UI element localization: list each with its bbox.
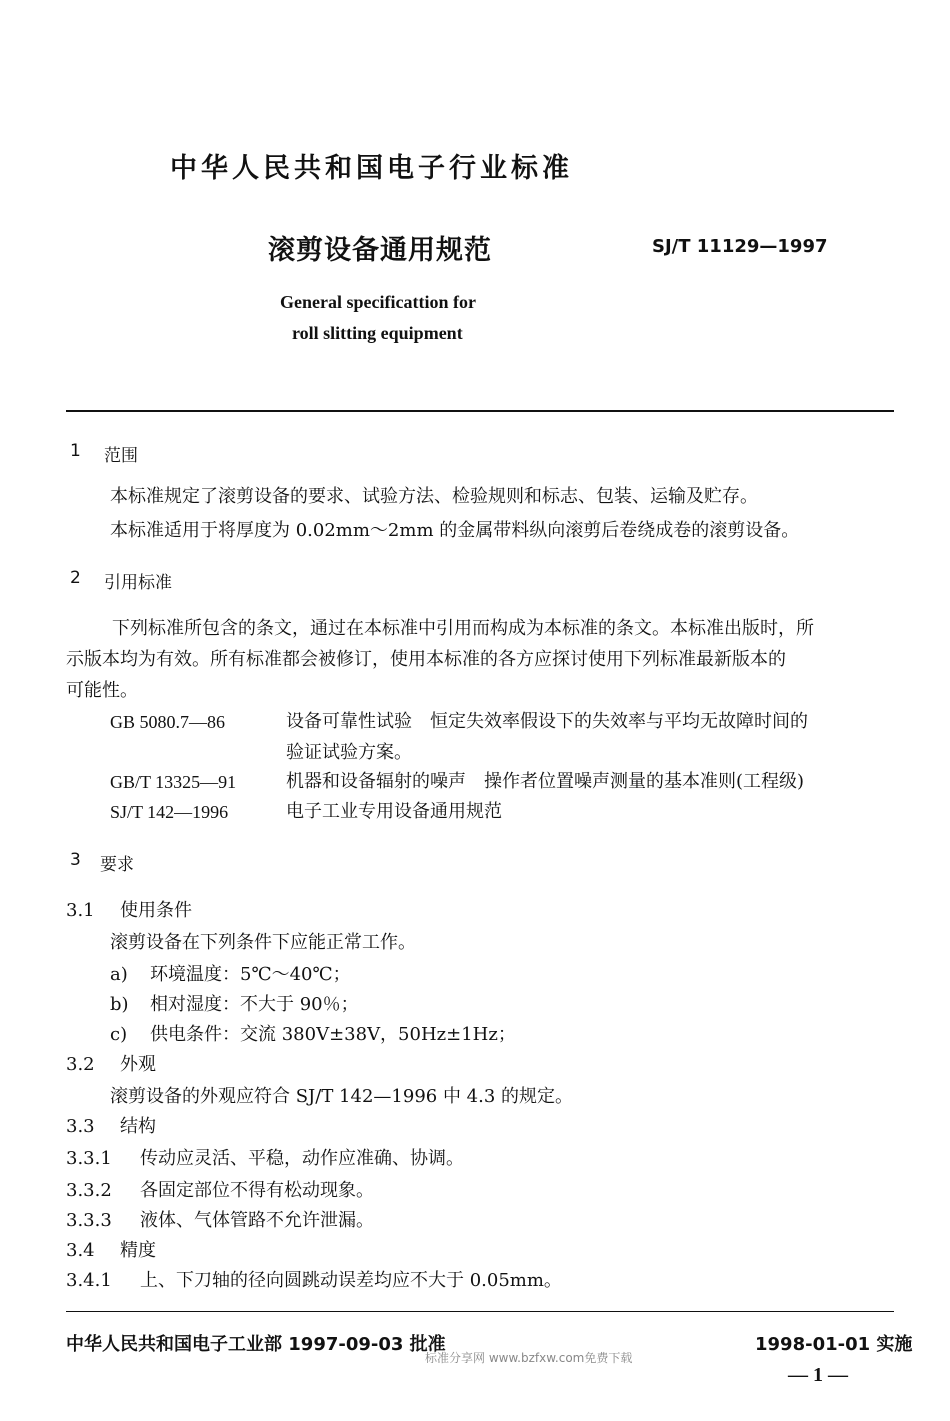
section-3-2-text: 滚剪设备的外观应符合 SJ/T 142—1996 中 4.3 的规定。 [110,1086,574,1107]
condition-label: c) [110,1024,128,1045]
section-3-title: 要求 [100,855,134,875]
section-2-intro-line-2: 示版本均为有效。所有标准都会被修订，使用本标准的各方应探讨使用下列标准最新版本的 [66,649,786,670]
section-3-1-title: 使用条件 [120,900,192,921]
section-2-number: 2 [70,568,81,588]
english-title-line-1: General specificattion for [280,292,476,312]
reference-title: 设备可靠性试验 恒定失效率假设下的失效率与平均无故障时间的 [286,711,808,732]
reference-code: GB 5080.7—86 [110,712,226,732]
section-3-3-2-number: 3.3.2 [66,1180,112,1201]
section-3-3-number: 3.3 [66,1116,95,1137]
approval-statement: 中华人民共和国电子工业部 1997-09-03 批准 [66,1334,446,1355]
reference-code: GB/T 13325—91 [110,772,237,792]
section-3-4-1-number: 3.4.1 [66,1270,112,1291]
section-3-number: 3 [70,850,81,870]
section-3-2-title: 外观 [120,1054,156,1075]
section-3-4-1-text: 上、下刀轴的径向圆跳动误差均应不大于 0.05mm。 [140,1270,562,1291]
reference-title: 机器和设备辐射的噪声 操作者位置噪声测量的基本准则(工程级) [286,771,805,792]
condition-text: 相对湿度：不大于 90％； [150,994,359,1015]
section-3-3-3-text: 液体、气体管路不允许泄漏。 [140,1210,374,1231]
page-number: — 1 — [788,1364,848,1386]
condition-label: b) [110,994,129,1015]
section-3-3-1-text: 传动应灵活、平稳，动作应准确、协调。 [140,1148,464,1169]
english-title-line-2: roll slitting equipment [292,323,463,343]
condition-text: 环境温度：5℃～40℃； [150,964,351,985]
section-3-4-number: 3.4 [66,1240,95,1261]
section-2-title: 引用标准 [104,573,172,593]
section-2-intro-line-1: 下列标准所包含的条文，通过在本标准中引用而构成为本标准的条文。本标准出版时，所 [112,618,814,639]
reference-title: 电子工业专用设备通用规范 [286,801,502,822]
section-3-3-title: 结构 [120,1116,156,1137]
section-1-paragraph-1: 本标准规定了滚剪设备的要求、试验方法、检验规则和标志、包装、运输及贮存。 [110,486,758,507]
document-title: 滚剪设备通用规范 [268,235,492,266]
reference-code: SJ/T 142—1996 [110,802,229,822]
document-code: SJ/T 11129—1997 [652,236,828,257]
header-divider [66,410,894,412]
standard-org-title: 中华人民共和国电子行业标准 [170,153,573,184]
section-3-1-intro: 滚剪设备在下列条件下应能正常工作。 [110,932,416,953]
condition-label: a) [110,964,128,985]
section-3-3-2-text: 各固定部位不得有松动现象。 [140,1180,374,1201]
section-3-2-number: 3.2 [66,1054,95,1075]
section-1-title: 范围 [104,446,138,466]
section-1-number: 1 [70,441,81,461]
watermark: 标准分享网 www.bzfxw.com免费下载 [425,1351,633,1365]
section-3-1-number: 3.1 [66,900,95,921]
section-3-3-3-number: 3.3.3 [66,1210,112,1231]
section-2-intro-line-3: 可能性。 [66,680,138,701]
section-3-3-1-number: 3.3.1 [66,1148,112,1169]
footer-divider [66,1311,894,1312]
reference-title-continued: 验证试验方案。 [286,742,412,763]
condition-text: 供电条件：交流 380V±38V，50Hz±1Hz； [150,1024,516,1045]
section-1-paragraph-2: 本标准适用于将厚度为 0.02mm～2mm 的金属带料纵向滚剪后卷绕成卷的滚剪设备。 [110,520,800,541]
implementation-date: 1998-01-01 实施 [755,1334,913,1355]
section-3-4-title: 精度 [120,1240,156,1261]
